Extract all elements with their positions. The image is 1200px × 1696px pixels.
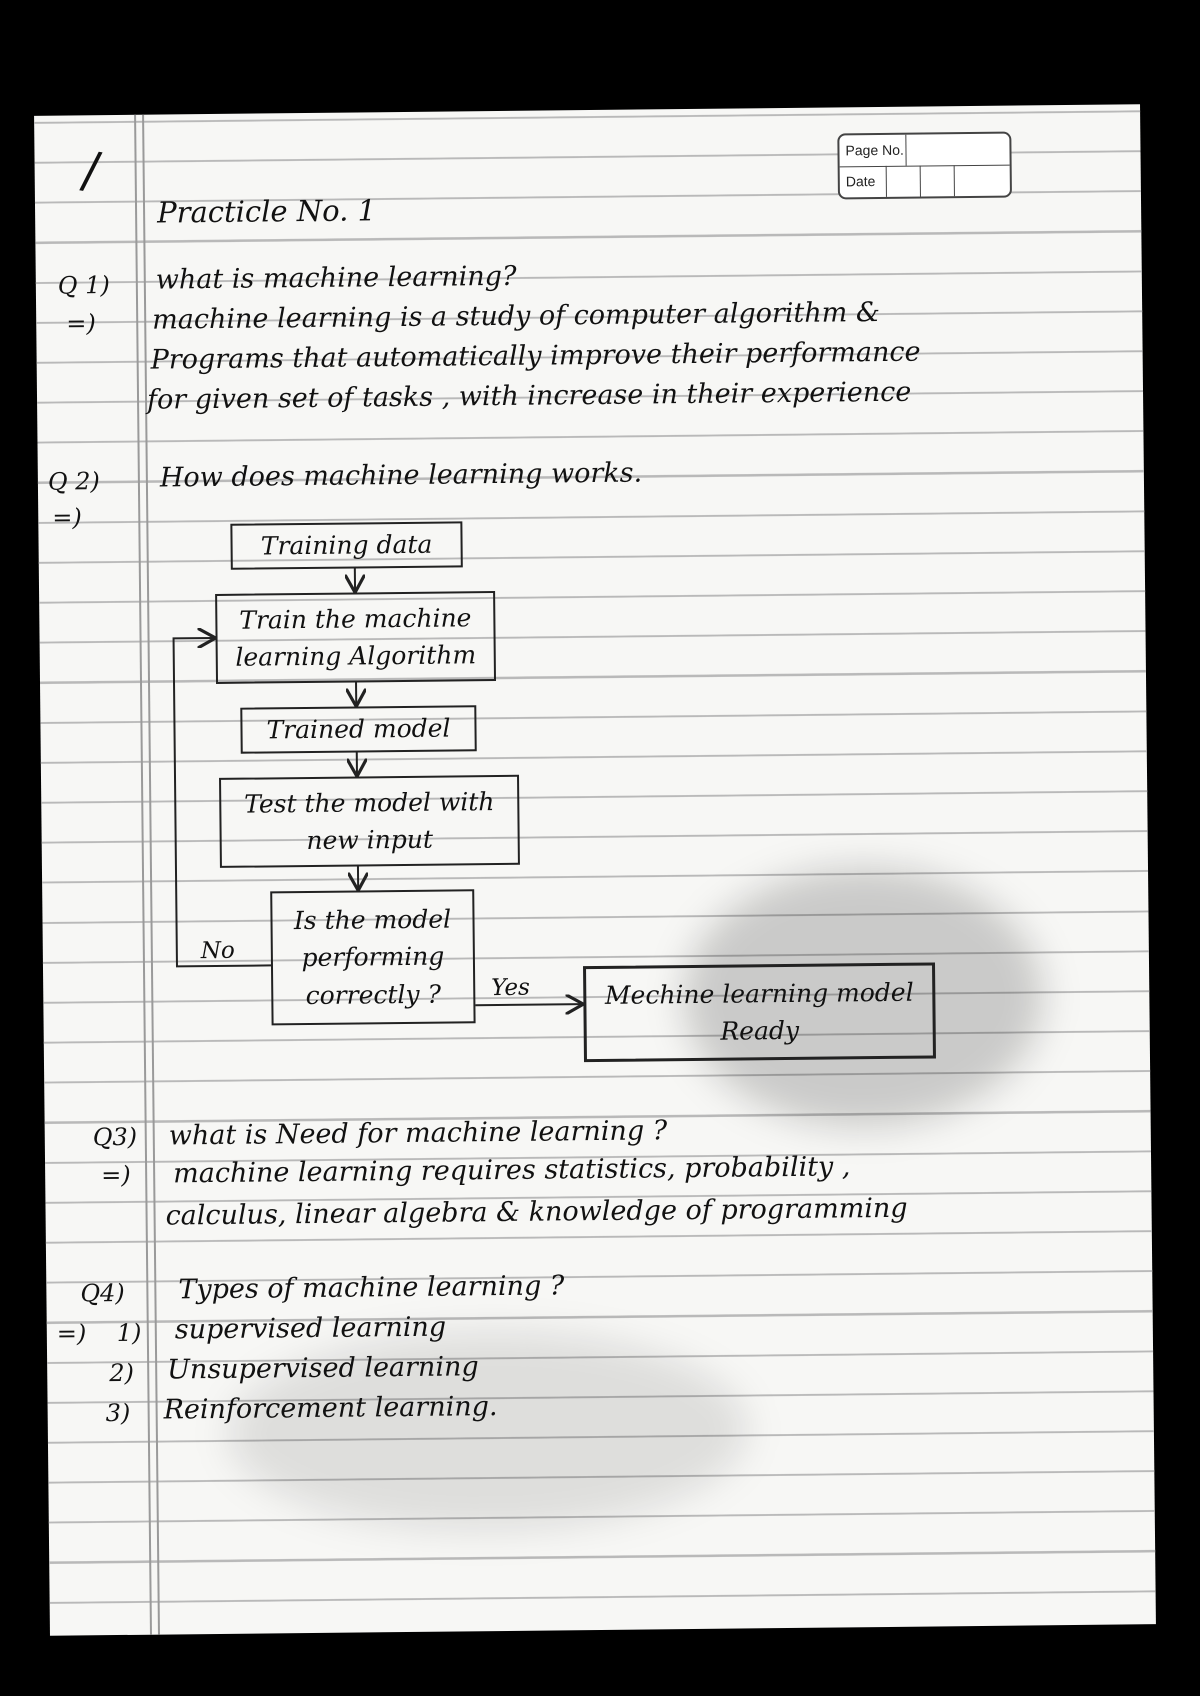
q2-question: How does machine learning works.: [159, 457, 643, 494]
q1-label: Q 1): [57, 271, 110, 300]
q4-item-number: 2): [109, 1358, 135, 1388]
notebook-page: [34, 104, 1156, 1635]
margin-line-left-inner: [142, 115, 160, 1635]
q3-answer-line-2: calculus, linear algebra & knowledge of programming: [165, 1192, 908, 1232]
page-title: Practicle No. 1: [156, 193, 377, 230]
q1-arrow: =): [66, 309, 96, 338]
date-label: Date: [845, 173, 876, 190]
q4-item-text: supervised learning: [174, 1311, 447, 1346]
q4-item-number: 1): [116, 1318, 142, 1348]
arrow-yes-to-ready: [475, 1004, 581, 1005]
flow-box-trained-model: Trained model: [240, 705, 476, 753]
page-date-box: [837, 132, 1012, 200]
q3-question: what is Need for machine learning ?: [168, 1115, 668, 1152]
q2-arrow: =): [52, 503, 82, 532]
flow-box-model-ready: Mechine learning model Ready: [583, 962, 936, 1062]
q4-item-text: Reinforcement learning.: [163, 1391, 498, 1426]
q4-item-number: 3): [105, 1398, 131, 1428]
q1-answer-line-2: Programs that automatically improve their performance: [150, 336, 921, 376]
flow-box-decision: Is the model performing correctly ?: [270, 889, 475, 1025]
q3-label: Q3): [92, 1122, 138, 1152]
flow-box-test-model: Test the model with new input: [219, 775, 520, 868]
q1-question: what is machine learning?: [155, 260, 517, 296]
flow-box-train-algorithm: Train the machine learning Algorithm: [215, 591, 496, 684]
q4-question: Types of machine learning ?: [178, 1270, 565, 1306]
q3-answer-line-1: machine learning requires statistics, probability ,: [172, 1151, 851, 1190]
q4-arrow: =): [56, 1319, 87, 1348]
flow-label-no: No: [200, 937, 235, 965]
page-no-label: Page No.: [845, 141, 904, 159]
q3-arrow: =): [101, 1160, 131, 1190]
q2-label: Q 2): [47, 467, 100, 496]
q4-item-text: Unsupervised learning: [167, 1351, 479, 1386]
flow-label-yes: Yes: [491, 974, 530, 1002]
margin-slash-mark: /: [78, 140, 105, 201]
q1-answer-line-1: machine learning is a study of computer algorithm &: [152, 296, 881, 336]
flow-box-training-data: Training data: [230, 521, 462, 569]
q1-answer-line-3: for given set of tasks , with increase in their experience: [146, 376, 912, 416]
q4-label: Q4): [80, 1278, 125, 1308]
